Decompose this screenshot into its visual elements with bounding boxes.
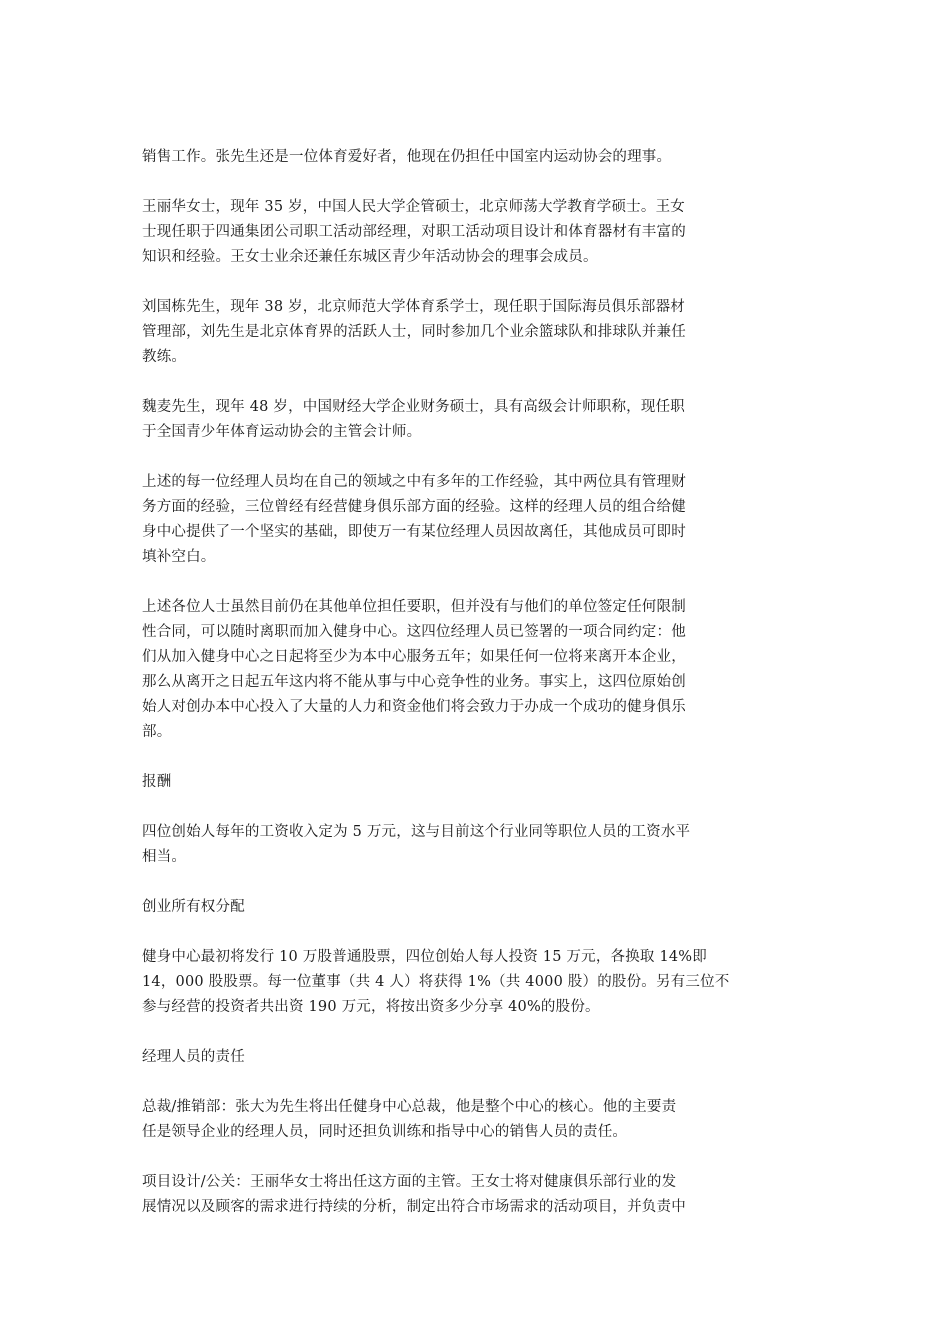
text-line: 项目设计/公关：王丽华女士将出任这方面的主管。王女士将对健康俱乐部行业的发 bbox=[142, 1174, 677, 1190]
text-line: 相当。 bbox=[142, 849, 187, 865]
text-line: 那么从离开之日起五年这内将不能从事与中心竞争性的业务。事实上，这四位原始创 bbox=[142, 674, 686, 690]
paragraph-president bbox=[142, 1095, 739, 1145]
heading-text: 经理人员的责任 bbox=[142, 1049, 245, 1065]
text-line: 填补空白。 bbox=[142, 549, 216, 565]
paragraph-liu-guodong bbox=[142, 295, 739, 370]
text-line: 管理部，刘先生是北京体育界的活跃人士，同时参加几个业余篮球队和排球队并兼任 bbox=[142, 324, 686, 340]
text-line: 上述的每一位经理人员均在自己的领域之中有多年的工作经验，其中两位具有管理财 bbox=[142, 474, 686, 490]
text-line: 任是领导企业的经理人员，同时还担负训练和指导中心的销售人员的责任。 bbox=[142, 1124, 628, 1140]
text-line: 于全国青少年体育运动协会的主管会计师。 bbox=[142, 424, 422, 440]
paragraph-wei-mai bbox=[142, 395, 739, 445]
text-line: 刘国栋先生，现年 38 岁，北京师范大学体育系学士，现任职于国际海员俱乐部器材 bbox=[142, 299, 685, 315]
paragraph-wang-lihua bbox=[142, 195, 739, 270]
text-line: 四位创始人每年的工资收入定为 5 万元，这与目前这个行业同等职位人员的工资水平 bbox=[142, 824, 691, 840]
paragraph-project-design bbox=[142, 1170, 739, 1220]
text-line: 知识和经验。王女士业余还兼任东城区青少年活动协会的理事会成员。 bbox=[142, 249, 598, 265]
text-line: 士现任职于四通集团公司职工活动部经理，对职工活动项目设计和体育器材有丰富的 bbox=[142, 224, 686, 240]
text-line: 王丽华女士，现年 35 岁，中国人民大学企管硕士，北京师荡大学教育学硕士。王女 bbox=[142, 199, 685, 215]
paragraph-ownership bbox=[142, 945, 739, 1020]
document-page bbox=[142, 145, 739, 1245]
paragraph-compensation bbox=[142, 820, 739, 870]
text-line: 14，000 股股票。每一位董事（共 4 人）将获得 1%（共 4000 股）的股份。另有三位不 bbox=[142, 974, 730, 990]
text-line: 展情况以及顾客的需求进行持续的分析，制定出符合市场需求的活动项目，并负责中 bbox=[142, 1199, 686, 1215]
text-line: 部。 bbox=[142, 724, 172, 740]
text-line: 销售工作。张先生还是一位体育爱好者，他现在仍担任中国室内运动协会的理事。 bbox=[142, 149, 672, 165]
text-line: 性合同，可以随时离职而加入健身中心。这四位经理人员已签署的一项合同约定：他 bbox=[142, 624, 686, 640]
text-line: 总裁/推销部：张大为先生将出任健身中心总裁，他是整个中心的核心。他的主要责 bbox=[142, 1099, 677, 1115]
text-line: 务方面的经验，三位曾经有经营健身俱乐部方面的经验。这样的经理人员的组合给健 bbox=[142, 499, 686, 515]
text-line: 们从加入健身中心之日起将至少为本中心服务五年；如果任何一位将来离开本企业， bbox=[142, 649, 686, 665]
section-heading-ownership bbox=[142, 895, 739, 920]
heading-text: 创业所有权分配 bbox=[142, 899, 245, 915]
text-line: 上述各位人士虽然目前仍在其他单位担任要职，但并没有与他们的单位签定任何限制 bbox=[142, 599, 686, 615]
text-line: 健身中心最初将发行 10 万股普通股票，四位创始人每人投资 15 万元，各换取 14%即 bbox=[142, 949, 707, 965]
text-line: 教练。 bbox=[142, 349, 187, 365]
text-line: 始人对创办本中心投入了大量的人力和资金他们将会致力于办成一个成功的健身俱乐 bbox=[142, 699, 686, 715]
text-line: 参与经营的投资者共出资 190 万元，将按出资多少分享 40%的股份。 bbox=[142, 999, 600, 1015]
section-heading-compensation bbox=[142, 770, 739, 795]
text-line: 身中心提供了一个坚实的基础，即使万一有某位经理人员因故离任，其他成员可即时 bbox=[142, 524, 686, 540]
paragraph-zhang-intro-end bbox=[142, 145, 739, 170]
text-line: 魏麦先生，现年 48 岁，中国财经大学企业财务硕士，具有高级会计师职称，现任职 bbox=[142, 399, 685, 415]
heading-text: 报酬 bbox=[142, 774, 172, 790]
section-heading-responsibilities bbox=[142, 1045, 739, 1070]
paragraph-contracts bbox=[142, 595, 739, 745]
paragraph-team-experience bbox=[142, 470, 739, 570]
